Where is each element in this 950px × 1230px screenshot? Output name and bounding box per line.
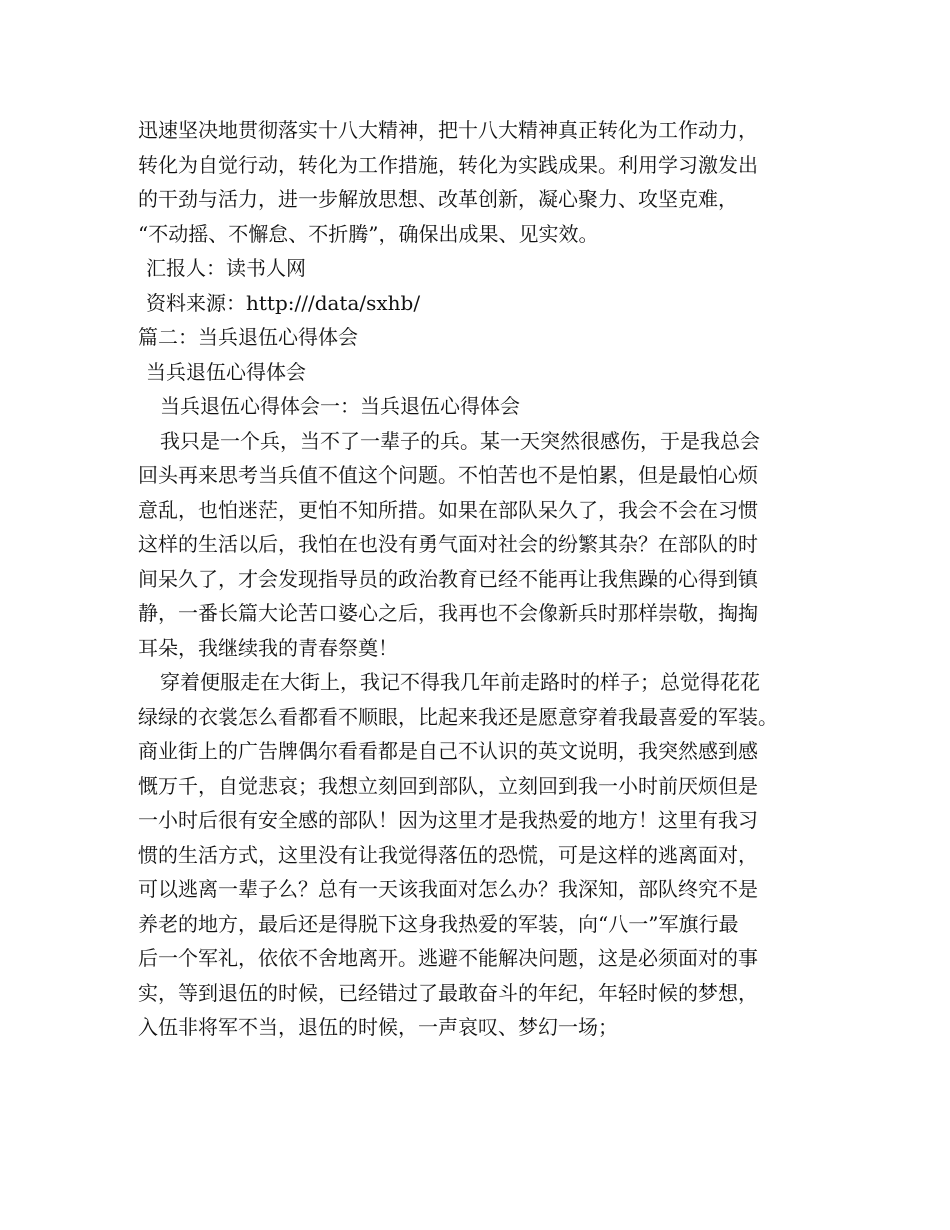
- text-line: 实，等到退伍的时候，已经错过了最敢奋斗的年纪，年轻时候的梦想，: [138, 980, 758, 1005]
- article-subtitle: 当兵退伍心得体会一：当兵退伍心得体会: [160, 394, 520, 418]
- text-line: 穿着便服走在大街上，我记不得我几年前走路时的样子；总觉得花花: [160, 670, 760, 694]
- text-line: 的干劲与活力，进一步解放思想、改革创新，凝心聚力、攻坚克难，: [138, 187, 738, 211]
- text-line: 惯的生活方式，这里没有让我觉得落伍的恐慌，可是这样的逃离面对，: [138, 842, 758, 867]
- text-line: 入伍非将军不当，退伍的时候，一声哀叹、梦幻一场；: [138, 1015, 618, 1039]
- text-line: 间呆久了，才会发现指导员的政治教育已经不能再让我焦躁的心得到镇: [138, 566, 758, 591]
- article-title: 当兵退伍心得体会: [146, 359, 306, 384]
- text-line: 后一个军礼，依依不舍地离开。逃避不能解决问题，这是必须面对的事: [138, 946, 758, 970]
- text-line: “不动摇、不懈怠、不折腾”，确保出成果、见实效。: [138, 221, 599, 246]
- reporter-line: 汇报人：读书人网: [146, 256, 306, 280]
- text-line: 慨万千，自觉悲哀；我想立刻回到部队，立刻回到我一小时前厌烦但是: [138, 773, 758, 798]
- text-line: 养老的地方，最后还是得脱下这身我热爱的军装，向“八一”军旗行最: [138, 911, 739, 936]
- section-heading: 篇二：当兵退伍心得体会: [138, 325, 358, 349]
- text-line: 回头再来思考当兵值不值这个问题。不怕苦也不是怕累，但是最怕心烦: [138, 463, 758, 487]
- text-line: 可以逃离一辈子么？总有一天该我面对怎么办？我深知，部队终究不是: [138, 877, 758, 901]
- text-line: 绿绿的衣裳怎么看都看不顺眼，比起来我还是愿意穿着我最喜爱的军装。: [138, 704, 778, 729]
- source-line: 资料来源：http:///data/sxhb/: [146, 290, 421, 315]
- text-line: 商业街上的广告牌偶尔看看都是自己不认识的英文说明，我突然感到感: [138, 739, 758, 763]
- text-line: 静，一番长篇大论苦口婆心之后，我再也不会像新兵时那样崇敬，掏掏: [138, 601, 758, 625]
- text-line: 这样的生活以后，我怕在也没有勇气面对社会的纷繁其杂？在部队的时: [138, 532, 758, 556]
- text-line: 我只是一个兵，当不了一辈子的兵。某一天突然很感伤，于是我总会: [160, 428, 760, 453]
- document-body: [138, 113, 838, 1045]
- text-line: 转化为自觉行动，转化为工作措施，转化为实践成果。利用学习激发出: [138, 152, 758, 177]
- text-line: 一小时后很有安全感的部队！因为这里才是我热爱的地方！这里有我习: [138, 808, 758, 832]
- text-line: 意乱，也怕迷茫，更怕不知所措。如果在部队呆久了，我会不会在习惯: [138, 497, 758, 522]
- text-line: 耳朵，我继续我的青春祭奠！: [138, 635, 398, 660]
- text-line: 迅速坚决地贯彻落实十八大精神，把十八大精神真正转化为工作动力，: [138, 118, 758, 142]
